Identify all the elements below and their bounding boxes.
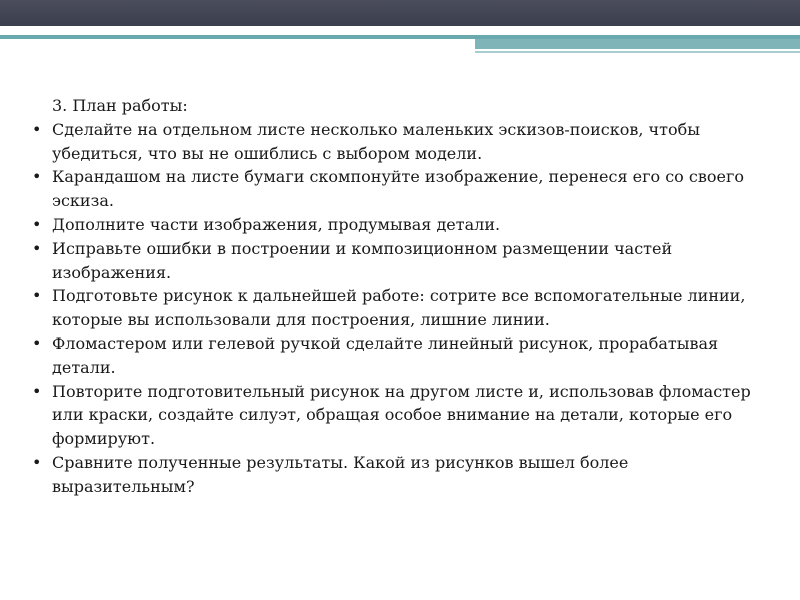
bullet-icon: • <box>32 119 42 139</box>
list-item <box>30 237 770 285</box>
list-item <box>30 284 770 332</box>
list-item-text: Фломастером или гелевой ручкой сделайте линейный рисунок, прорабатывая детали. <box>52 333 719 377</box>
slide-heading: 3. План работы: <box>52 96 188 115</box>
list-item <box>30 118 770 166</box>
list-item-text: Исправьте ошибки в построении и композиционном размещении частей изображения. <box>52 238 673 282</box>
slide-header-bar <box>0 0 800 26</box>
bullet-icon: • <box>32 452 42 472</box>
list-item-text: Сравните полученные результаты. Какой из рисунков вышел более выразительным? <box>52 452 629 496</box>
instruction-list <box>30 118 770 499</box>
bullet-icon: • <box>32 238 42 258</box>
header-white-strip <box>0 26 800 33</box>
list-item-text: Карандашом на листе бумаги скомпонуйте изображение, перенеся его со своего эскиза. <box>52 167 744 211</box>
list-item <box>30 380 770 451</box>
list-item-text: Подготовьте рисунок к дальнейшей работе: сотрите все вспомогательные линии, которые вы использовали для построения, лишние линии. <box>52 286 746 330</box>
header-teal-block <box>475 39 800 49</box>
list-item <box>30 451 770 499</box>
bullet-icon: • <box>32 333 42 353</box>
list-item <box>30 213 770 237</box>
list-item-text: Сделайте на отдельном листе несколько маленьких эскизов-поисков, чтобы убедиться, что вы не ошиблись с выбором модели. <box>52 119 700 163</box>
list-item-text: Повторите подготовительный рисунок на другом листе и, использовав фломастер или краски, создайте силуэт, обращая особое внимание на детали, которые его формируют. <box>52 381 751 449</box>
list-item <box>30 332 770 380</box>
bullet-icon: • <box>32 214 42 234</box>
bullet-icon: • <box>32 167 42 187</box>
bullet-icon: • <box>32 286 42 306</box>
list-item <box>30 165 770 213</box>
header-teal-thin-line <box>475 51 800 53</box>
bullet-icon: • <box>32 381 42 401</box>
slide-content <box>30 94 770 499</box>
list-item-text: Дополните части изображения, продумывая детали. <box>52 214 501 234</box>
